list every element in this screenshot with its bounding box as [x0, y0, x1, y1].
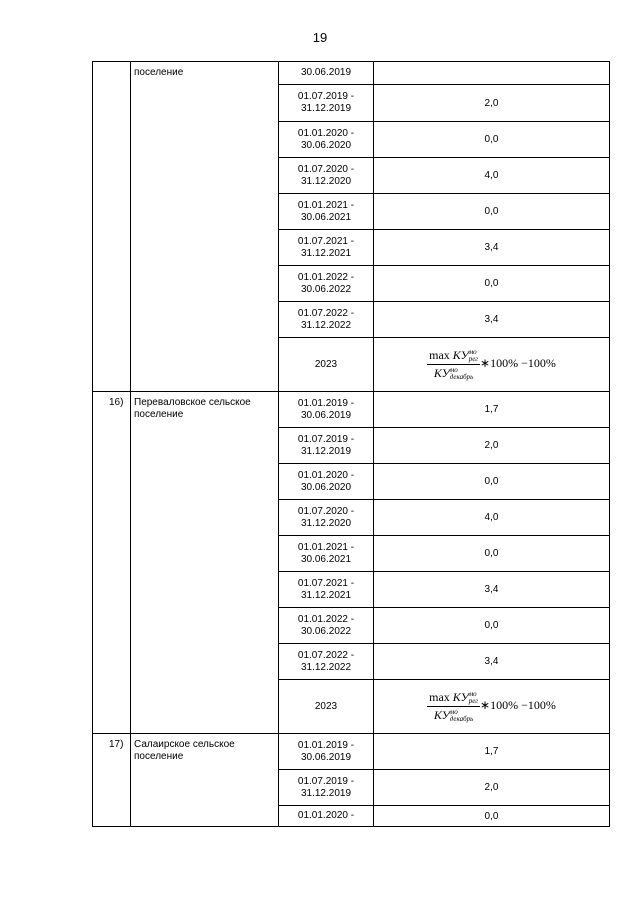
value-cell: 3,4 [374, 572, 610, 608]
row-number [93, 62, 131, 392]
row-number: 16) [93, 392, 131, 734]
value-cell: 3,4 [374, 302, 610, 338]
period-cell: 01.07.2021 - 31.12.2021 [279, 572, 374, 608]
value-cell: 0,0 [374, 194, 610, 230]
tariff-table [92, 61, 610, 827]
table-row [93, 392, 610, 428]
period-cell: 30.06.2019 [279, 62, 374, 85]
period-cell: 01.01.2020 - 30.06.2020 [279, 464, 374, 500]
period-cell: 01.07.2019 - 31.12.2019 [279, 85, 374, 122]
formula: max КУ мо рег КУ мо декабрь ∗100% −100% [429, 347, 556, 382]
value-cell: 0,0 [374, 122, 610, 158]
value-cell: 4,0 [374, 500, 610, 536]
period-cell: 01.01.2020 - [279, 806, 374, 827]
settlement-name: поселение [131, 62, 279, 392]
period-cell: 01.01.2022 - 30.06.2022 [279, 266, 374, 302]
value-cell: 0,0 [374, 806, 610, 827]
page-number: 19 [312, 30, 328, 45]
period-cell: 01.07.2022 - 31.12.2022 [279, 302, 374, 338]
period-cell: 01.01.2019 - 30.06.2019 [279, 392, 374, 428]
table-row [93, 734, 610, 770]
table-row [93, 62, 610, 85]
row-number: 17) [93, 734, 131, 827]
value-cell [374, 62, 610, 85]
period-cell: 01.01.2021 - 30.06.2021 [279, 194, 374, 230]
period-cell: 01.07.2019 - 31.12.2019 [279, 428, 374, 464]
value-cell: 2,0 [374, 770, 610, 806]
period-cell: 01.01.2022 - 30.06.2022 [279, 608, 374, 644]
tariff-table-body [93, 62, 610, 827]
value-cell: 0,0 [374, 464, 610, 500]
value-cell: 3,4 [374, 230, 610, 266]
period-cell: 2023 [279, 680, 374, 734]
value-cell [374, 338, 610, 392]
settlement-name: Перевaловское сельское поселение [131, 392, 279, 734]
value-cell: 0,0 [374, 536, 610, 572]
period-cell: 01.07.2021 - 31.12.2021 [279, 230, 374, 266]
value-cell [374, 680, 610, 734]
period-cell: 01.01.2020 - 30.06.2020 [279, 122, 374, 158]
period-cell: 2023 [279, 338, 374, 392]
value-cell: 2,0 [374, 85, 610, 122]
value-cell: 1,7 [374, 392, 610, 428]
period-cell: 01.07.2020 - 31.12.2020 [279, 158, 374, 194]
period-cell: 01.07.2022 - 31.12.2022 [279, 644, 374, 680]
period-cell: 01.07.2020 - 31.12.2020 [279, 500, 374, 536]
period-cell: 01.01.2021 - 30.06.2021 [279, 536, 374, 572]
value-cell: 2,0 [374, 428, 610, 464]
value-cell: 0,0 [374, 608, 610, 644]
value-cell: 1,7 [374, 734, 610, 770]
settlement-name: Салаирское сельское поселение [131, 734, 279, 827]
period-cell: 01.07.2019 - 31.12.2019 [279, 770, 374, 806]
period-cell: 01.01.2019 - 30.06.2019 [279, 734, 374, 770]
value-cell: 0,0 [374, 266, 610, 302]
value-cell: 3,4 [374, 644, 610, 680]
value-cell: 4,0 [374, 158, 610, 194]
formula: max КУ мо рег КУ мо декабрь ∗100% −100% [429, 689, 556, 724]
